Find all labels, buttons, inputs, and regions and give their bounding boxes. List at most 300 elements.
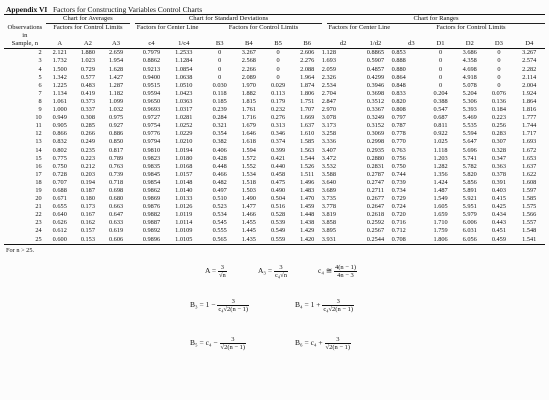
formula-b5	[190, 336, 246, 351]
factor-cell: 0.3152	[366, 122, 385, 130]
factor-cell: 0.307	[491, 138, 506, 146]
factor-cell: 1.970	[241, 81, 256, 89]
factor-cell: 1.0510	[175, 81, 193, 89]
factor-cell: 1.0109	[175, 227, 193, 235]
factor-cell: 0.328	[491, 146, 506, 154]
group-standard-deviations: Chart for Standard Deviations	[135, 15, 321, 24]
factor-cell: 0.153	[80, 235, 95, 243]
subgroup-avg-limits: Factors for Control Limits	[53, 24, 123, 32]
table-row	[4, 74, 545, 82]
col-header: B3	[215, 40, 224, 48]
factor-cell: 5.469	[462, 114, 477, 122]
factor-cell: 2.282	[522, 65, 537, 73]
factor-cell: 1.448	[300, 211, 315, 219]
factor-cell: 0.698	[108, 186, 124, 194]
factor-cell: 1.061	[52, 97, 67, 105]
factor-cell: 2.534	[321, 81, 336, 89]
factor-cell: 1.815	[241, 97, 256, 105]
factor-cell: 0	[218, 65, 222, 73]
factor-cell: 3.407	[321, 146, 336, 154]
factor-cell: 1.496	[300, 178, 315, 186]
factor-cell: 1.282	[433, 162, 448, 170]
sample-size-cell: 10	[35, 114, 42, 122]
factor-cell: 0.363	[491, 162, 506, 170]
formula-b5-den: √2(n − 1)	[220, 344, 246, 351]
factor-cell: 0.763	[108, 162, 124, 170]
factor-cell: 0.811	[433, 122, 448, 130]
sample-size-cell: 3	[38, 57, 42, 65]
factor-cell: 4.358	[462, 57, 477, 65]
subgroup-r-center-line: Factors for Center Line	[328, 24, 391, 32]
factor-cell: 0	[276, 73, 280, 81]
formula-b4-den: c₄√2(n − 1)	[323, 306, 354, 313]
factor-cell: 0.321	[212, 122, 227, 130]
sample-size-cell: 8	[38, 97, 42, 105]
factor-cell: 0.744	[391, 170, 406, 178]
factor-cell: 0.482	[212, 178, 227, 186]
factor-cell: 0.9754	[142, 122, 161, 130]
factor-cell: 0.559	[270, 235, 286, 243]
factor-cell: 2.088	[300, 65, 315, 73]
col-header: A2	[83, 40, 92, 48]
factor-cell: 1.717	[522, 130, 537, 138]
factor-cell: 1.563	[300, 146, 315, 154]
sample-size-cell: 2	[38, 49, 42, 57]
subgroup-r-limits: Factors for Control Limits	[436, 24, 506, 32]
factor-cell: 0.194	[80, 178, 95, 186]
factor-cell: 5.647	[462, 138, 477, 146]
factor-cell: 1.693	[522, 138, 537, 146]
factor-cell: 0.3698	[366, 89, 385, 97]
table-row	[4, 106, 545, 114]
factor-cell: 1.637	[522, 162, 537, 170]
factor-cell: 0.7979	[142, 49, 161, 57]
factor-cell: 1.874	[300, 81, 315, 89]
factor-cell: 2.659	[108, 49, 124, 57]
factor-cell: 0.443	[491, 219, 506, 227]
factor-cell: 1.816	[522, 106, 537, 114]
factor-cell: 0.285	[80, 122, 95, 130]
factor-cell: 0.949	[52, 114, 67, 122]
factor-cell: 1.964	[300, 73, 315, 81]
factor-cell: 1.549	[433, 195, 448, 203]
factor-cell: 0.173	[80, 203, 95, 211]
factor-cell: 0.3069	[366, 130, 385, 138]
factor-cell: 0.9896	[142, 235, 161, 243]
factor-cell: 0.9650	[142, 97, 161, 105]
factor-cell: 0.708	[391, 235, 406, 243]
factor-cell: 0.833	[391, 89, 406, 97]
factor-cell: 0.8862	[142, 57, 161, 65]
factor-cell: 1.732	[52, 57, 67, 65]
factor-cell: 0.9845	[142, 170, 161, 178]
factor-cell: 6.031	[462, 227, 477, 235]
factor-cell: 0.9882	[142, 211, 161, 219]
factor-cell: 1.526	[300, 162, 315, 170]
factor-cell: 0.136	[491, 97, 506, 105]
factor-cell: 1.566	[522, 211, 537, 219]
factor-cell: 1.880	[80, 49, 95, 57]
factor-cell: 2.704	[321, 89, 336, 97]
factor-cell: 1.427	[108, 73, 124, 81]
factor-cell: 0.266	[80, 130, 95, 138]
factor-cell: 4.918	[462, 73, 477, 81]
sample-size-cell: 24	[35, 227, 42, 235]
factor-cell: 0.789	[108, 154, 124, 162]
table-row	[4, 82, 545, 90]
factor-cell: 0.905	[52, 122, 67, 130]
factor-cell: 0.497	[212, 186, 227, 194]
factor-cell: 1.000	[52, 106, 67, 114]
appendix-title	[6, 5, 202, 14]
factor-cell: 3.472	[321, 154, 336, 162]
factor-cell: 0.204	[433, 89, 448, 97]
factor-cell: 1.585	[522, 195, 537, 203]
factor-cell: 0.448	[212, 162, 227, 170]
factor-cell: 1.0157	[175, 170, 193, 178]
factor-cell: 1.710	[433, 219, 448, 227]
factor-cell: 0.180	[80, 195, 95, 203]
formula-a3-den: c₄√n	[275, 272, 287, 279]
table-row	[4, 187, 545, 195]
factor-cell: 1.420	[300, 235, 315, 243]
formula-a-num: 3	[218, 264, 227, 272]
factor-cell: 5.078	[462, 81, 477, 89]
formula-b4	[295, 298, 354, 313]
factor-cell: 0.9887	[142, 219, 161, 227]
factor-cell: 0.756	[391, 154, 406, 162]
formula-b4-lhs: B₄ = 1 +	[295, 300, 321, 310]
factor-cell: 1.759	[433, 227, 448, 235]
factor-cell: 0.848	[391, 81, 406, 89]
sample-size-cell: 11	[35, 122, 42, 130]
factor-cell: 1.707	[300, 106, 315, 114]
factor-cell: 2.276	[300, 57, 315, 65]
factor-cell: 0.374	[270, 138, 286, 146]
obs-header-2: in	[22, 32, 28, 40]
factor-cell: 0.640	[52, 211, 67, 219]
factor-cell: 1.610	[300, 130, 315, 138]
factor-cell: 1.2533	[175, 49, 193, 57]
footnote: For n > 25.	[6, 247, 35, 254]
col-header: 1/c4	[178, 40, 190, 48]
factor-cell: 0.3249	[366, 114, 385, 122]
factor-cell: 1.618	[241, 138, 256, 146]
factor-cell: 0.555	[212, 227, 227, 235]
factor-cell: 1.672	[522, 146, 537, 154]
factor-cell: 0.647	[108, 211, 124, 219]
factor-cell: 1.628	[108, 65, 124, 73]
factor-cell: 2.847	[321, 97, 336, 105]
factor-cell: 0.688	[52, 186, 67, 194]
formula-c4-num: 4(n − 1)	[334, 264, 356, 271]
factor-cell: 3.689	[321, 186, 336, 194]
formula-b4-num: 3	[322, 298, 354, 306]
col-header: D3	[494, 40, 503, 48]
formula-b3	[190, 298, 249, 313]
factor-cell: 0.539	[270, 219, 286, 227]
factor-cell: 1.225	[52, 81, 67, 89]
table-row	[4, 57, 545, 65]
table-row	[4, 49, 545, 58]
factor-cell: 1.659	[433, 211, 448, 219]
factor-cell: 0.2935	[366, 146, 385, 154]
factor-cell: 3.336	[321, 138, 336, 146]
factor-cell: 5.820	[462, 170, 477, 178]
factor-cell: 1.548	[522, 227, 537, 235]
factor-cell: 0.421	[270, 154, 286, 162]
factor-cell: 1.646	[241, 130, 256, 138]
factor-cell: 1.459	[300, 203, 315, 211]
formula-b6-num: 3	[325, 336, 352, 344]
factor-cell: 0.388	[433, 97, 448, 105]
factor-cell: 0.504	[270, 195, 286, 203]
factor-cell: 0.880	[391, 65, 406, 73]
factor-cell: 0.9693	[142, 106, 161, 114]
factor-cell: 1.518	[241, 178, 256, 186]
factor-cell: 0	[438, 81, 443, 89]
factor-cell: 0.864	[391, 73, 406, 81]
factor-cell: 0.716	[391, 219, 406, 227]
factor-cell: 3.858	[321, 219, 336, 227]
factor-cell: 0.9794	[142, 138, 161, 146]
group-averages: Chart for Averages	[46, 15, 130, 24]
factor-cell: 1.693	[321, 57, 336, 65]
factor-cell: 1.0229	[175, 130, 193, 138]
factor-cell: 0.9892	[142, 227, 161, 235]
sample-size-cell: 6	[38, 81, 42, 89]
sample-size-cell: 13	[35, 138, 42, 146]
factor-cell: 0.187	[80, 186, 95, 194]
factor-cell: 0.490	[270, 186, 286, 194]
factor-cell: 0.2544	[366, 235, 385, 243]
factor-cell: 3.778	[321, 203, 336, 211]
factor-cell: 1.1284	[175, 57, 193, 65]
factor-cell: 0.787	[391, 122, 406, 130]
col-header: 1/d2	[369, 40, 382, 48]
factor-cell: 1.557	[522, 219, 537, 227]
factor-cell: 0.162	[80, 219, 95, 227]
formula-a3-num: 3	[274, 264, 288, 272]
factor-cell: 0.354	[212, 130, 227, 138]
factor-cell: 0.927	[108, 122, 124, 130]
factor-cell: 1.429	[300, 227, 315, 235]
table-row	[4, 66, 545, 74]
factor-cell: 0.9776	[142, 130, 161, 138]
factor-cell: 0.406	[212, 146, 227, 154]
factor-cell: 0.770	[391, 138, 406, 146]
factor-cell: 0.232	[270, 106, 286, 114]
factor-cell: 0	[218, 73, 222, 81]
table-row	[4, 130, 545, 138]
factor-cell: 2.266	[241, 65, 256, 73]
factor-cell: 2.004	[522, 81, 537, 89]
factor-cell: 1.466	[241, 211, 256, 219]
table-row	[4, 138, 545, 146]
factor-cell: 0.577	[80, 73, 95, 81]
factor-cell: 1.470	[300, 195, 315, 203]
table-row	[4, 211, 545, 219]
factor-cell: 0.419	[80, 89, 95, 97]
factor-cell: 0.223	[491, 114, 506, 122]
factor-cell: 0.256	[491, 122, 506, 130]
sample-size-cell: 25	[35, 235, 42, 243]
factor-cell: 0.718	[108, 178, 124, 186]
factor-cell: 0.276	[270, 114, 286, 122]
factor-cell: 1.0168	[175, 162, 193, 170]
factor-cell: 0	[438, 65, 443, 73]
factor-cell: 0.565	[212, 235, 227, 243]
factor-cell: 1.924	[522, 89, 537, 97]
factor-cell: 0.707	[52, 178, 67, 186]
formula-b5-lhs: B₅ = c₄ −	[190, 338, 218, 348]
factor-cell: 0	[218, 49, 222, 57]
factor-cell: 1.438	[300, 219, 315, 227]
factor-cell: 0.466	[212, 170, 227, 178]
sample-size-cell: 18	[35, 178, 42, 186]
sample-size-cell: 19	[35, 186, 42, 194]
factor-cell: 6.006	[462, 219, 477, 227]
factor-cell: 5.891	[462, 186, 477, 194]
factor-cell: 0	[438, 73, 443, 81]
sample-size-cell: 15	[35, 154, 42, 162]
factor-cell: 0.2787	[366, 170, 385, 178]
factor-cell: 1.622	[522, 170, 537, 178]
table-row	[4, 90, 545, 98]
factor-cell: 1.182	[108, 89, 124, 97]
factor-cell: 0.2711	[366, 186, 384, 194]
factor-cell: 1.806	[433, 235, 448, 243]
factor-cell: 0.687	[433, 114, 448, 122]
factor-cell: 1.424	[433, 178, 448, 186]
factor-cell: 0.2747	[366, 178, 385, 186]
factor-cell: 0.9823	[142, 154, 161, 162]
appendix-title-text: Factors for Constructing Variables Control Charts	[52, 5, 203, 14]
factor-cell: 1.511	[300, 170, 315, 178]
factor-cell: 0.619	[108, 227, 124, 235]
table-row	[4, 227, 545, 235]
appendix-label: Appendix VI	[6, 5, 48, 14]
table-row	[4, 195, 545, 203]
factor-cell: 2.606	[300, 49, 315, 57]
factor-cell: 5.393	[462, 106, 477, 114]
factor-cell: 5.594	[462, 130, 477, 138]
col-header: d3	[408, 40, 415, 48]
col-header: A	[57, 40, 63, 48]
factor-cell: 1.669	[300, 114, 315, 122]
factor-cell: 0.451	[491, 227, 506, 235]
factor-cell: 1.864	[522, 97, 537, 105]
factor-cell: 0.775	[52, 154, 67, 162]
factor-cell: 0.283	[491, 130, 506, 138]
factor-cell: 0.2618	[366, 211, 385, 219]
factor-cell: 0.284	[212, 114, 227, 122]
factor-cell: 0.382	[212, 138, 227, 146]
factor-cell: 1.0133	[175, 195, 193, 203]
factor-cell: 3.267	[241, 49, 256, 57]
factor-cell: 0.483	[80, 81, 95, 89]
factor-cell: 0.729	[391, 195, 406, 203]
factor-cell: 0.728	[52, 170, 67, 178]
factor-cell: 0.922	[433, 130, 448, 138]
factor-cell: 0.763	[391, 146, 406, 154]
factor-cell: 0.212	[80, 162, 95, 170]
factor-cell: 0.549	[270, 227, 286, 235]
factor-cell: 0.167	[80, 211, 95, 219]
factor-cell: 0	[497, 73, 501, 81]
factor-cell: 1.653	[522, 154, 537, 162]
factor-cell: 0.888	[391, 57, 406, 65]
table-row	[4, 203, 545, 211]
factor-cell: 0.655	[52, 203, 67, 211]
factor-cell: 0.030	[212, 81, 227, 89]
factor-cell: 1.597	[522, 186, 537, 194]
factor-cell: 0.179	[270, 97, 286, 105]
factor-cell: 0.778	[391, 130, 406, 138]
factor-cell: 0.808	[391, 106, 406, 114]
factor-cell: 3.532	[321, 162, 336, 170]
sample-size-cell: 21	[35, 203, 42, 211]
factor-cell: 0.680	[108, 195, 124, 203]
factor-cell: 0.346	[270, 130, 286, 138]
formula-c4	[318, 264, 357, 279]
factor-cell: 1.0148	[175, 178, 193, 186]
factor-cell: 2.089	[241, 73, 256, 81]
sample-size-cell: 4	[38, 65, 42, 73]
factor-cell: 0.428	[212, 154, 227, 162]
factor-cell: 1.882	[241, 89, 256, 97]
factor-cell: 3.735	[321, 195, 336, 203]
factor-cell: 0.545	[212, 219, 227, 227]
factor-cell: 0.434	[491, 211, 506, 219]
factor-cell: 0.2592	[366, 219, 385, 227]
table-row	[4, 219, 545, 227]
factor-cell: 0.399	[270, 146, 286, 154]
factor-cell: 0.523	[212, 203, 227, 211]
factor-cell: 1.637	[300, 122, 315, 130]
factor-cell: 1.0281	[175, 114, 193, 122]
factor-cell: 0.113	[271, 89, 285, 97]
factor-cell: 5.204	[462, 89, 477, 97]
factor-cell: 1.716	[241, 114, 256, 122]
factor-cell: 0.528	[270, 211, 286, 219]
col-header: D2	[465, 40, 474, 48]
col-header: B4	[245, 40, 253, 48]
factor-cell: 5.856	[462, 178, 477, 186]
factor-cell: 0.750	[52, 162, 67, 170]
sample-size-cell: 5	[38, 73, 42, 81]
factor-cell: 2.326	[321, 73, 336, 81]
factor-cell: 0.663	[108, 203, 124, 211]
factor-cell: 0	[497, 81, 501, 89]
factor-cell: 0.391	[491, 178, 506, 186]
factor-cell: 2.121	[52, 49, 67, 57]
factor-cell: 0.729	[80, 65, 95, 73]
obs-header-3: Sample, n	[11, 40, 39, 48]
col-header: D4	[525, 40, 534, 48]
factor-cell: 0.203	[80, 170, 95, 178]
factor-cell: 0.184	[491, 106, 506, 114]
factor-cell: 0.626	[52, 219, 67, 227]
factor-cell: 0.185	[212, 97, 227, 105]
factor-cell: 5.979	[462, 211, 477, 219]
sample-size-cell: 9	[38, 106, 42, 114]
factor-cell: 6.056	[462, 235, 477, 243]
factor-cell: 3.078	[321, 114, 336, 122]
factor-cell: 0.2831	[366, 162, 385, 170]
factor-cell: 3.640	[321, 178, 336, 186]
factor-cell: 1.0363	[175, 97, 193, 105]
